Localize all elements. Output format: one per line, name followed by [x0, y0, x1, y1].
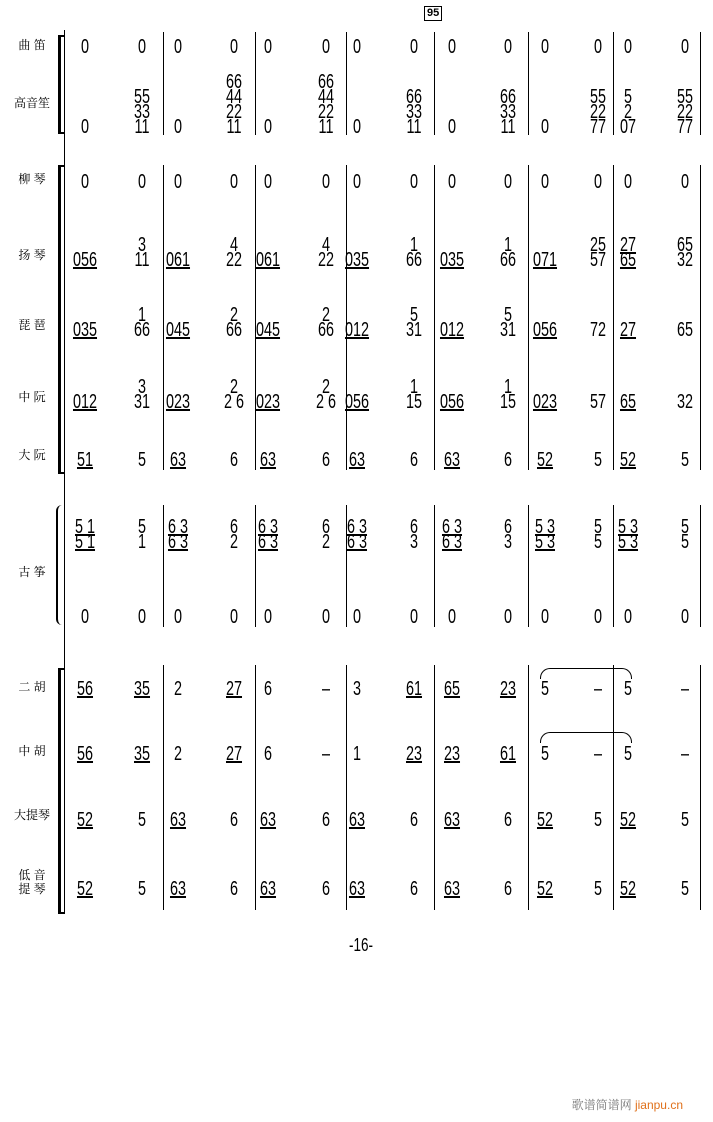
- note-cell: 6: [229, 449, 239, 471]
- watermark: [572, 1096, 683, 1113]
- watermark-url: jianpu.cn: [634, 1098, 683, 1112]
- note-cell: 0: [680, 171, 690, 193]
- note-cell: 3 31: [133, 376, 151, 413]
- note-cell: 52: [76, 878, 94, 900]
- note-cell: 52: [619, 809, 637, 831]
- barline: [528, 505, 529, 627]
- note-cell: 23: [405, 743, 423, 765]
- tie: [540, 668, 632, 679]
- note-cell: –: [680, 678, 690, 700]
- note-cell: 3: [352, 678, 362, 700]
- note-cell: 056: [439, 391, 465, 413]
- barline: [528, 165, 529, 470]
- note-cell: 2: [173, 678, 183, 700]
- note-cell: 0: [80, 171, 90, 193]
- note-cell: 63: [348, 809, 366, 831]
- page-number: -16-: [349, 935, 374, 955]
- barline: [528, 32, 529, 135]
- note-cell: 0: [409, 36, 419, 58]
- rehearsal-mark: 95: [424, 6, 442, 21]
- barline: [255, 165, 256, 470]
- note-cell: 66 44 22 11: [225, 71, 243, 138]
- note-cell: 61: [499, 743, 517, 765]
- note-cell: 1 15: [499, 376, 517, 413]
- note-cell: 35: [133, 678, 151, 700]
- note-cell: 0: [623, 171, 633, 193]
- note-cell: 0: [540, 606, 550, 628]
- note-cell: 52: [536, 809, 554, 831]
- note-cell: –: [680, 743, 690, 765]
- note-cell: 5: [623, 678, 633, 700]
- barline: [434, 505, 435, 627]
- note-cell: 6: [503, 809, 513, 831]
- note-cell: 5: [680, 809, 690, 831]
- note-cell: 55 33 11: [133, 86, 151, 138]
- note-cell: 5: [137, 809, 147, 831]
- note-cell: 63: [348, 449, 366, 471]
- note-cell: 6 3: [503, 516, 513, 553]
- note-cell: 0: [409, 606, 419, 628]
- note-cell: 5: [593, 878, 603, 900]
- note-cell: 035: [344, 249, 370, 271]
- barline: [434, 32, 435, 135]
- instrument-label: 琵 琶: [18, 318, 46, 332]
- note-cell: 61: [405, 678, 423, 700]
- note-cell: 0: [352, 36, 362, 58]
- barline: [255, 665, 256, 910]
- note-cell: –: [321, 743, 331, 765]
- note-cell: 0: [447, 116, 457, 138]
- instrument-label: 中 阮: [18, 390, 46, 404]
- note-cell: 52: [619, 449, 637, 471]
- note-cell: 66 33 11: [499, 86, 517, 138]
- note-cell: 061: [165, 249, 191, 271]
- note-cell: 25 57: [589, 234, 607, 271]
- note-cell: 35: [133, 743, 151, 765]
- note-cell: 0: [540, 116, 550, 138]
- note-cell: 6 3 6 3: [346, 516, 368, 553]
- note-cell: 5 3 5 3: [534, 516, 556, 553]
- note-cell: 6: [409, 878, 419, 900]
- note-cell: 1: [352, 743, 362, 765]
- note-cell: 6: [321, 449, 331, 471]
- instrument-label: 柳 琴: [18, 172, 46, 186]
- note-cell: 65: [676, 319, 694, 341]
- note-cell: 65: [443, 678, 461, 700]
- note-cell: 071: [532, 249, 558, 271]
- note-cell: 0: [229, 171, 239, 193]
- note-cell: 57: [589, 391, 607, 413]
- note-cell: 012: [72, 391, 98, 413]
- note-cell: 035: [72, 319, 98, 341]
- note-cell: –: [321, 678, 331, 700]
- barline: [700, 165, 701, 470]
- note-cell: 5: [540, 743, 550, 765]
- note-cell: 0: [173, 36, 183, 58]
- note-cell: 0: [447, 606, 457, 628]
- note-cell: 3 11: [134, 234, 150, 271]
- note-cell: 0: [352, 171, 362, 193]
- note-cell: 66 33 11: [405, 86, 423, 138]
- note-cell: 023: [165, 391, 191, 413]
- note-cell: 63: [443, 809, 461, 831]
- watermark-cn: 歌谱简谱网: [571, 1098, 632, 1112]
- instrument-label: 古 筝: [18, 565, 46, 579]
- plucked-bracket: [58, 165, 65, 474]
- note-cell: 0: [263, 36, 273, 58]
- winds-bracket: [58, 35, 65, 134]
- note-cell: 63: [443, 449, 461, 471]
- note-cell: 5 31: [405, 304, 423, 341]
- note-cell: 63: [169, 809, 187, 831]
- note-cell: –: [593, 678, 603, 700]
- note-cell: 0: [593, 171, 603, 193]
- note-cell: 5: [623, 743, 633, 765]
- note-cell: 0: [263, 606, 273, 628]
- note-cell: 56: [76, 743, 94, 765]
- barline: [163, 665, 164, 910]
- note-cell: 0: [680, 36, 690, 58]
- note-cell: 65: [619, 391, 637, 413]
- note-cell: 1 66: [499, 234, 517, 271]
- note-cell: 0: [540, 36, 550, 58]
- note-cell: 6: [263, 678, 273, 700]
- note-cell: 63: [169, 878, 187, 900]
- note-cell: 27 65: [619, 234, 637, 271]
- note-cell: 0: [680, 606, 690, 628]
- instrument-label: 中 胡: [18, 744, 46, 758]
- note-cell: 2: [173, 743, 183, 765]
- note-cell: 0: [80, 606, 90, 628]
- note-cell: 0: [352, 116, 362, 138]
- note-cell: 6: [503, 878, 513, 900]
- note-cell: –: [593, 743, 603, 765]
- note-cell: 1 15: [405, 376, 423, 413]
- note-cell: 5 31: [499, 304, 517, 341]
- note-cell: 5 2 07: [619, 86, 637, 138]
- note-cell: 1 66: [405, 234, 423, 271]
- note-cell: 6: [409, 449, 419, 471]
- instrument-label: 高音笙: [13, 96, 50, 110]
- note-cell: 0: [503, 36, 513, 58]
- note-cell: 4 22: [317, 234, 335, 271]
- barline: [346, 165, 347, 470]
- note-cell: 2 66: [225, 304, 243, 341]
- note-cell: 045: [165, 319, 191, 341]
- note-cell: 045: [255, 319, 281, 341]
- note-cell: 6 2: [321, 516, 331, 553]
- note-cell: 0: [321, 171, 331, 193]
- note-cell: 056: [532, 319, 558, 341]
- note-cell: 4 22: [225, 234, 243, 271]
- note-cell: 023: [532, 391, 558, 413]
- note-cell: 0: [263, 116, 273, 138]
- bowed-bracket: [58, 668, 65, 914]
- note-cell: 52: [536, 449, 554, 471]
- note-cell: 65 32: [676, 234, 694, 271]
- note-cell: 012: [439, 319, 465, 341]
- note-cell: 55 22 77: [676, 86, 694, 138]
- instrument-label: 扬 琴: [18, 248, 46, 262]
- note-cell: 0: [540, 171, 550, 193]
- note-cell: 6: [229, 809, 239, 831]
- instrument-label: 二 胡: [18, 680, 46, 694]
- note-cell: 5 3 5 3: [617, 516, 639, 553]
- note-cell: 52: [619, 878, 637, 900]
- barline: [700, 505, 701, 627]
- note-cell: 0: [263, 171, 273, 193]
- note-cell: 23: [443, 743, 461, 765]
- note-cell: 5: [137, 878, 147, 900]
- note-cell: 2 66: [317, 304, 335, 341]
- note-cell: 55 22 77: [589, 86, 607, 138]
- note-cell: 0: [321, 606, 331, 628]
- note-cell: 5: [593, 449, 603, 471]
- instrument-label: 低 音 提 琴: [18, 868, 46, 896]
- note-cell: 0: [173, 171, 183, 193]
- note-cell: 63: [259, 809, 277, 831]
- barline: [613, 665, 614, 910]
- note-cell: 0: [173, 116, 183, 138]
- note-cell: 63: [259, 878, 277, 900]
- note-cell: 0: [623, 606, 633, 628]
- note-cell: 0: [352, 606, 362, 628]
- note-cell: 5: [593, 809, 603, 831]
- note-cell: 6 3 6 3: [257, 516, 279, 553]
- barline: [613, 165, 614, 470]
- note-cell: 0: [137, 606, 147, 628]
- note-cell: 63: [443, 878, 461, 900]
- note-cell: 035: [439, 249, 465, 271]
- note-cell: 061: [255, 249, 281, 271]
- note-cell: 0: [409, 171, 419, 193]
- note-cell: 0: [593, 606, 603, 628]
- note-cell: 0: [447, 36, 457, 58]
- note-cell: 6 3: [409, 516, 419, 553]
- barline: [434, 665, 435, 910]
- barline: [346, 665, 347, 910]
- note-cell: 0: [80, 116, 90, 138]
- note-cell: 5 1 5 1: [74, 516, 96, 553]
- note-cell: 023: [255, 391, 281, 413]
- note-cell: 72: [589, 319, 607, 341]
- note-cell: 32: [676, 391, 694, 413]
- note-cell: 52: [76, 809, 94, 831]
- note-cell: 2 2 6: [315, 376, 337, 413]
- note-cell: 1 66: [133, 304, 151, 341]
- note-cell: 0: [503, 606, 513, 628]
- note-cell: 0: [623, 36, 633, 58]
- note-cell: 63: [348, 878, 366, 900]
- barline: [700, 32, 701, 135]
- note-cell: 6: [409, 809, 419, 831]
- barline: [528, 665, 529, 910]
- note-cell: 5: [680, 878, 690, 900]
- note-cell: 5 5: [680, 516, 690, 553]
- instrument-label: 大 阮: [18, 448, 46, 462]
- note-cell: 5: [680, 449, 690, 471]
- note-cell: 6 3 6 3: [441, 516, 463, 553]
- barline: [700, 665, 701, 910]
- note-cell: 056: [72, 249, 98, 271]
- note-cell: 52: [536, 878, 554, 900]
- note-cell: 0: [447, 171, 457, 193]
- note-cell: 6: [321, 809, 331, 831]
- note-cell: 0: [321, 36, 331, 58]
- note-cell: 56: [76, 678, 94, 700]
- note-cell: 0: [503, 171, 513, 193]
- note-cell: 0: [173, 606, 183, 628]
- instrument-label: 曲 笛: [18, 38, 46, 52]
- instrument-label: 大提琴: [13, 808, 50, 822]
- note-cell: 5: [137, 449, 147, 471]
- note-cell: 5 1: [137, 516, 147, 553]
- note-cell: 6: [503, 449, 513, 471]
- note-cell: 6 3 6 3: [167, 516, 189, 553]
- note-cell: 0: [137, 36, 147, 58]
- note-cell: 2 2 6: [223, 376, 245, 413]
- note-cell: 27: [619, 319, 637, 341]
- note-cell: 51: [76, 449, 94, 471]
- note-cell: 5: [540, 678, 550, 700]
- note-cell: 6: [321, 878, 331, 900]
- note-cell: 012: [344, 319, 370, 341]
- note-cell: 27: [225, 678, 243, 700]
- note-cell: 0: [80, 36, 90, 58]
- note-cell: 23: [499, 678, 517, 700]
- note-cell: 27: [225, 743, 243, 765]
- note-cell: 0: [229, 606, 239, 628]
- note-cell: 056: [344, 391, 370, 413]
- barline: [434, 165, 435, 470]
- note-cell: 0: [593, 36, 603, 58]
- barline: [163, 165, 164, 470]
- note-cell: 6: [229, 878, 239, 900]
- note-cell: 63: [169, 449, 187, 471]
- note-cell: 6 2: [229, 516, 239, 553]
- note-cell: 63: [259, 449, 277, 471]
- note-cell: 0: [229, 36, 239, 58]
- note-cell: 6: [263, 743, 273, 765]
- note-cell: 5 5: [593, 516, 603, 553]
- note-cell: 66 44 22 11: [317, 71, 335, 138]
- note-cell: 0: [137, 171, 147, 193]
- tie: [540, 732, 632, 743]
